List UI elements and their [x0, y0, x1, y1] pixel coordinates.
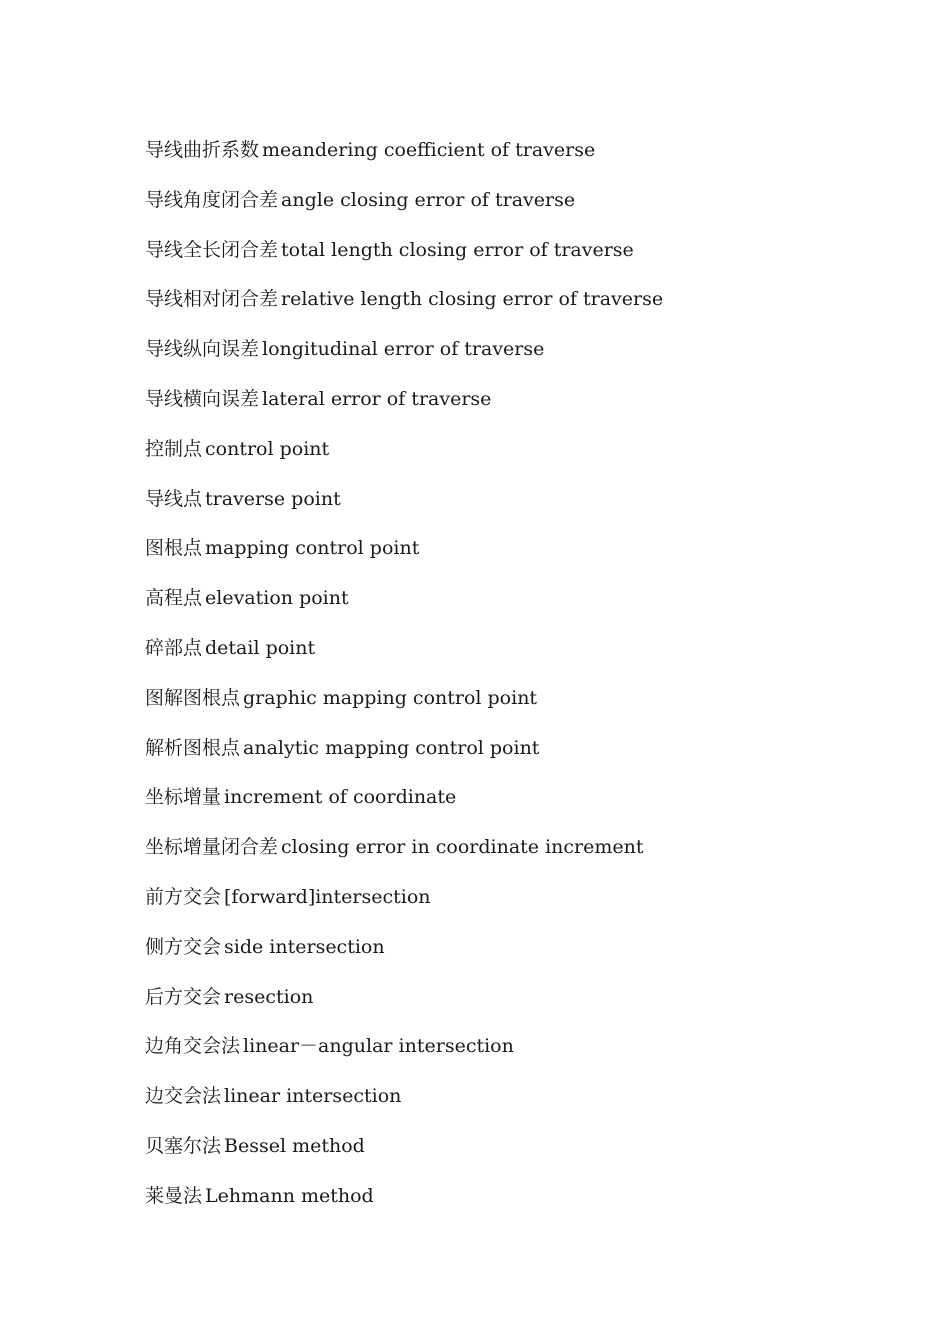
glossary-entry — [145, 631, 663, 681]
glossary-entry — [145, 681, 663, 731]
term-english: meandering coefficient of traverse — [262, 139, 596, 161]
term-chinese: 贝塞尔法 — [145, 1134, 222, 1157]
glossary-entry — [145, 382, 663, 432]
term-english: traverse point — [205, 487, 341, 510]
term-chinese: 边角交会法 — [145, 1035, 241, 1058]
glossary-entry — [145, 880, 663, 930]
glossary-entry — [145, 133, 663, 183]
term-english: detail point — [205, 636, 316, 659]
term-chinese: 后方交会 — [145, 985, 222, 1008]
glossary-entry — [145, 780, 663, 830]
glossary-entry — [145, 432, 663, 482]
term-english: side intersection — [224, 935, 385, 958]
term-english: elevation point — [205, 587, 349, 610]
term-chinese: 坐标增量 — [145, 786, 222, 809]
term-chinese: 导线纵向误差 — [145, 338, 260, 361]
term-chinese: 莱曼法 — [145, 1184, 203, 1207]
glossary-entry — [145, 183, 663, 233]
term-chinese: 边交会法 — [145, 1085, 222, 1108]
term-english: angle closing error of traverse — [281, 188, 576, 211]
glossary-entry — [145, 1079, 663, 1129]
glossary-entry — [145, 233, 663, 283]
term-english: closing error in coordinate increment — [281, 836, 644, 859]
term-chinese: 控制点 — [145, 437, 203, 460]
term-english: linear－angular intersection — [243, 1035, 514, 1058]
term-english: graphic mapping control point — [243, 686, 538, 709]
glossary-list — [145, 133, 663, 1229]
term-english: Lehmann method — [205, 1184, 374, 1207]
term-chinese: 导线横向误差 — [145, 387, 260, 410]
term-english: [forward]intersection — [224, 885, 431, 908]
term-english: Bessel method — [224, 1134, 365, 1157]
glossary-entry — [145, 482, 663, 532]
term-chinese: 解析图根点 — [145, 736, 241, 759]
term-english: mapping control point — [205, 537, 420, 560]
term-english: lateral error of traverse — [262, 387, 492, 410]
glossary-entry — [145, 531, 663, 581]
glossary-entry — [145, 1179, 663, 1229]
term-english: total length closing error of traverse — [281, 238, 634, 261]
term-english: relative length closing error of traverse — [281, 288, 664, 311]
term-chinese: 高程点 — [145, 587, 203, 610]
glossary-entry — [145, 282, 663, 332]
term-chinese: 导线曲折系数 — [145, 139, 260, 161]
glossary-entry — [145, 731, 663, 781]
glossary-entry — [145, 1129, 663, 1179]
term-chinese: 碎部点 — [145, 636, 203, 659]
glossary-entry — [145, 581, 663, 631]
term-english: longitudinal error of traverse — [262, 338, 545, 361]
term-chinese: 坐标增量闭合差 — [145, 836, 279, 859]
term-english: resection — [224, 985, 314, 1008]
glossary-entry — [145, 830, 663, 880]
glossary-entry — [145, 980, 663, 1030]
term-chinese: 前方交会 — [145, 885, 222, 908]
term-chinese: 导线角度闭合差 — [145, 188, 279, 211]
term-english: analytic mapping control point — [243, 736, 540, 759]
glossary-entry — [145, 930, 663, 980]
term-chinese: 导线全长闭合差 — [145, 238, 279, 261]
glossary-entry — [145, 1029, 663, 1079]
term-english: increment of coordinate — [224, 786, 457, 809]
term-chinese: 图根点 — [145, 537, 203, 560]
term-chinese: 导线点 — [145, 487, 203, 510]
term-chinese: 导线相对闭合差 — [145, 288, 279, 311]
term-chinese: 侧方交会 — [145, 935, 222, 958]
glossary-entry — [145, 332, 663, 382]
term-chinese: 图解图根点 — [145, 686, 241, 709]
term-english: linear intersection — [224, 1085, 402, 1108]
term-english: control point — [205, 437, 330, 460]
